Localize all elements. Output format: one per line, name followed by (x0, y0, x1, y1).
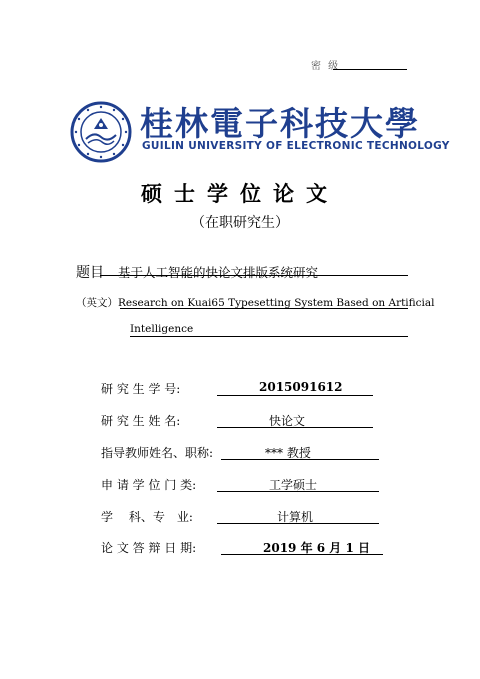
field-degree-category (101, 476, 401, 496)
field-label: 申 请 学 位 门 类: (101, 478, 197, 492)
field-label: 论 文 答 辩 日 期: (101, 541, 197, 555)
secret-level-line (333, 69, 407, 70)
field-label: 学 科、专 业: (101, 510, 193, 524)
field-defense-date (101, 539, 401, 559)
degree-subtitle: （在职研究生） (191, 215, 289, 231)
university-name-en: GUILIN UNIVERSITY OF ELECTRONIC TECHNOLOGY (142, 140, 450, 152)
field-student-name (101, 412, 401, 432)
field-value: 2015091612 (259, 380, 343, 394)
field-underline (221, 459, 379, 460)
field-label: 研 究 生 学 号: (101, 382, 181, 396)
field-major (101, 508, 401, 528)
english-title-line2: Intelligence (130, 323, 194, 335)
field-underline (217, 427, 373, 428)
university-name-cn: 桂林電子科技大學 (140, 104, 420, 143)
english-title-underline-1 (120, 308, 408, 309)
field-value: 快论文 (269, 414, 306, 428)
field-value: 计算机 (277, 510, 314, 524)
field-underline (217, 491, 379, 492)
degree-title: 硕士学位论文 (141, 181, 339, 206)
thesis-title-label: 题目 (76, 265, 104, 281)
field-value: 2019 年 6 月 1 日 (263, 541, 370, 555)
field-underline (217, 523, 379, 524)
english-title-underline-2 (130, 336, 408, 337)
university-seal-icon (70, 101, 132, 163)
field-value: *** 教授 (265, 446, 311, 460)
thesis-title-cn: 基于人工智能的快论文排版系统研究 (118, 265, 319, 280)
thesis-title-underline (100, 275, 408, 276)
field-student-id (101, 380, 401, 400)
field-value: 工学硕士 (269, 478, 318, 492)
english-title-line1: Research on Kuai65 Typesetting System Based on Artificial (118, 297, 435, 309)
field-underline (221, 554, 383, 555)
secret-level-label: 密 级 (311, 61, 341, 72)
thesis-title-row (76, 262, 318, 282)
field-label: 指导教师姓名、职称: (101, 446, 214, 460)
field-label: 研 究 生 姓 名: (101, 414, 181, 428)
field-underline (217, 395, 373, 396)
english-title-label: （英文） (76, 297, 118, 309)
field-advisor (101, 444, 401, 464)
